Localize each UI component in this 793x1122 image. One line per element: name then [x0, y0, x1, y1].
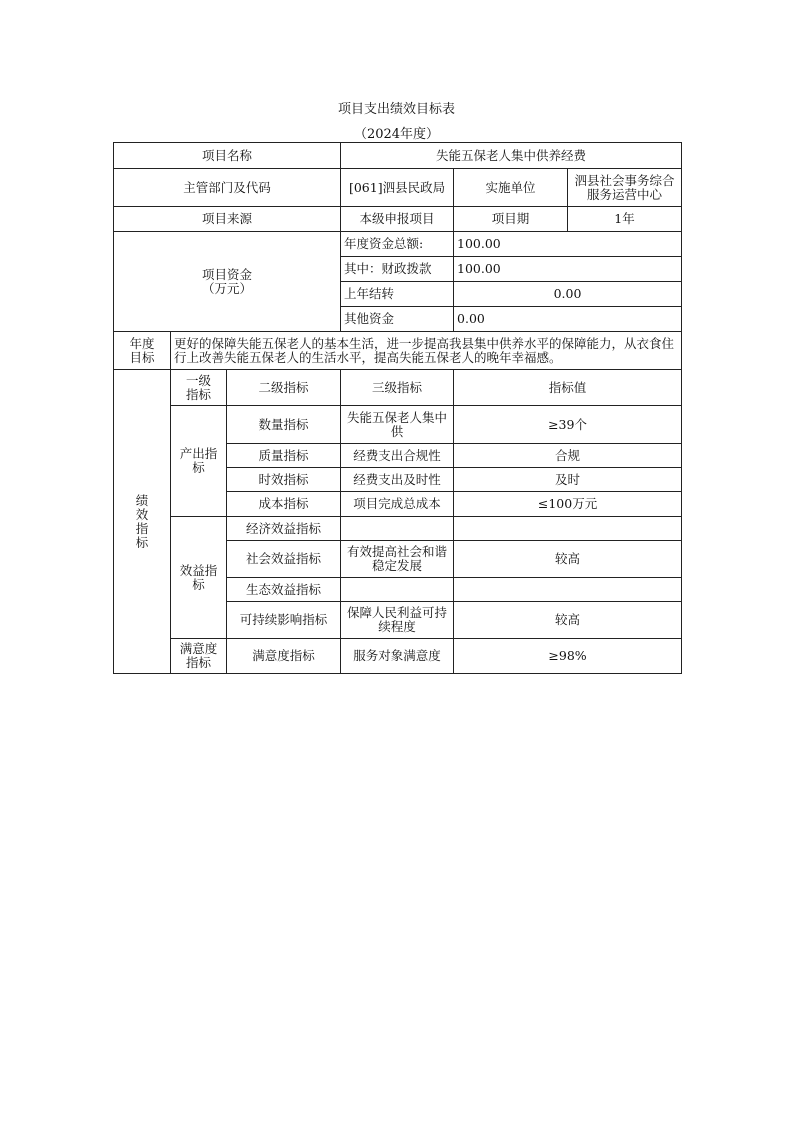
level3-cell — [341, 517, 454, 541]
row-annual-total — [114, 232, 682, 257]
value-cell: 较高 — [454, 541, 682, 578]
label-funds-unit: （万元） — [202, 280, 253, 296]
level2-cell: 社会效益指标 — [227, 541, 341, 578]
row-dept — [114, 169, 682, 207]
label-dept: 主管部门及代码 — [114, 169, 341, 207]
label-funds — [114, 232, 341, 332]
table-row — [114, 406, 682, 444]
value-source: 本级申报项目 — [341, 207, 454, 232]
level2-cell: 成本指标 — [227, 492, 341, 517]
level2-cell: 生态效益指标 — [227, 578, 341, 602]
label-carryover: 上年结转 — [341, 282, 454, 307]
value-dept: [061]泗县民政局 — [341, 169, 454, 207]
label-fiscal: 其中：财政拨款 — [341, 257, 454, 282]
header-level1-line2: 指标 — [185, 386, 211, 402]
level3-cell — [341, 578, 454, 602]
label-period: 项目期 — [454, 207, 568, 232]
header-level1 — [171, 370, 227, 406]
label-benefit-line1: 效益指 — [179, 562, 218, 578]
value-cell: 合规 — [454, 444, 682, 468]
label-goal — [114, 332, 171, 370]
header-level1-line1: 一级 — [185, 372, 211, 388]
value-other: 0.00 — [454, 307, 682, 332]
value-cell — [454, 578, 682, 602]
value-cell: 较高 — [454, 602, 682, 639]
level3-cell: 失能五保老人集中供 — [341, 406, 454, 444]
level2-cell: 质量指标 — [227, 444, 341, 468]
level3-cell: 有效提高社会和谐稳定发展 — [341, 541, 454, 578]
level2-cell: 满意度指标 — [227, 639, 341, 674]
label-output-line1: 产出指 — [179, 446, 218, 461]
label-satisfaction — [171, 639, 227, 674]
row-project-name — [114, 143, 682, 169]
value-cell: ≤100万元 — [454, 492, 682, 517]
value-project-name: 失能五保老人集中供养经费 — [341, 143, 682, 169]
level3-cell: 经费支出合规性 — [341, 444, 454, 468]
level2-cell: 经济效益指标 — [227, 517, 341, 541]
level3-cell: 保障人民利益可持续程度 — [341, 602, 454, 639]
year-subtitle: （2024年度） — [353, 127, 440, 142]
level3-cell: 经费支出及时性 — [341, 468, 454, 492]
header-level2: 二级指标 — [227, 370, 341, 406]
row-source — [114, 207, 682, 232]
label-other: 其他资金 — [341, 307, 454, 332]
row-indicator-header — [114, 370, 682, 406]
label-output — [171, 406, 227, 517]
label-goal-line1: 年度 — [129, 335, 155, 351]
level2-cell: 时效指标 — [227, 468, 341, 492]
level2-cell: 可持续影响指标 — [227, 602, 341, 639]
table-row — [114, 517, 682, 541]
value-period: 1年 — [568, 207, 682, 232]
row-goal — [114, 332, 682, 370]
level3-cell: 服务对象满意度 — [341, 639, 454, 674]
header-value: 指标值 — [454, 370, 682, 406]
value-impl-unit: 泗县社会事务综合服务运营中心 — [568, 169, 682, 207]
value-cell: ≥39个 — [454, 406, 682, 444]
label-perf — [114, 370, 171, 674]
label-benefit — [171, 517, 227, 639]
label-impl-unit: 实施单位 — [454, 169, 568, 207]
value-cell — [454, 517, 682, 541]
label-benefit-line2: 标 — [192, 576, 205, 592]
header-level3: 三级指标 — [341, 370, 454, 406]
value-cell: 及时 — [454, 468, 682, 492]
page-title: 项目支出绩效目标表 — [337, 102, 455, 117]
label-annual-total: 年度资金总额: — [341, 232, 454, 257]
label-goal-line2: 目标 — [129, 349, 155, 365]
label-funds-text: 项目资金 — [202, 266, 253, 282]
value-goal: 更好的保障失能五保老人的基本生活，进一步提高我县集中供养水平的保障能力，从衣食住行上改善失能五保老人的生活水平，提高失能五保老人的晚年幸福感。 — [171, 332, 682, 370]
value-fiscal: 100.00 — [454, 257, 682, 282]
value-cell: ≥98% — [454, 639, 682, 674]
label-satisfaction-line1: 满意度 — [179, 641, 218, 656]
level2-cell: 数量指标 — [227, 406, 341, 444]
label-perf-text: 绩效指标 — [135, 492, 149, 550]
label-output-line2: 标 — [192, 460, 205, 475]
label-satisfaction-line2: 指标 — [185, 655, 211, 670]
table-row — [114, 639, 682, 674]
label-project-name: 项目名称 — [114, 143, 341, 169]
level3-cell: 项目完成总成本 — [341, 492, 454, 517]
value-annual-total: 100.00 — [454, 232, 682, 257]
performance-table — [113, 142, 682, 674]
label-source: 项目来源 — [114, 207, 341, 232]
value-carryover: 0.00 — [454, 282, 682, 307]
